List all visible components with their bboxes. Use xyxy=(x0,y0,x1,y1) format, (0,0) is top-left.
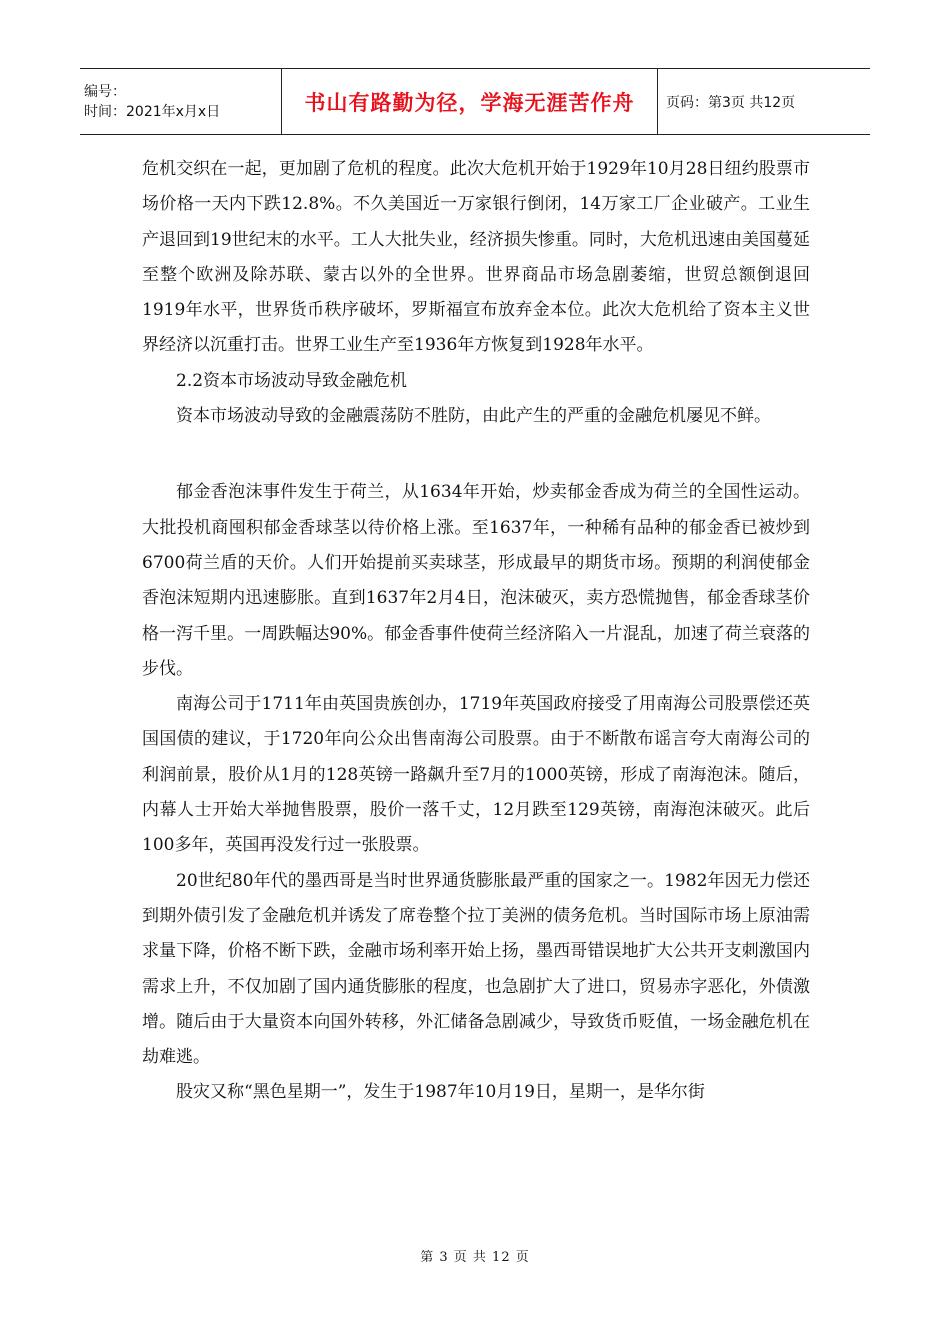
motto-text: 书山有路勤为径，学海无涯苦作舟 xyxy=(304,90,635,115)
number-label: 编号： xyxy=(84,83,126,100)
document-header xyxy=(80,68,870,135)
paragraph: 股灾又称“黑色星期一”，发生于1987年10月19日，星期一，是华尔街 xyxy=(176,1082,705,1103)
document-body xyxy=(142,152,810,1111)
header-page-cell xyxy=(658,69,870,134)
paragraph: 南海公司于1711年由英国贵族创办，1719年英国政府接受了用南海公司股票偿还英国国债的建议，于1720年向公众出售南海公司股票。由于不断散布谣言夸大南海公司的利润前景，股价从1月的128英镑一路飙升至7月的1000英镑，形成了南海泡沫。随后，内幕人士开始大举抛售股票，股价一落千丈，12月跌至129英镑，南海泡沫破灭。此后100多年，英国再没发行过一张股票。 xyxy=(142,694,810,856)
paragraph-gap xyxy=(142,434,810,475)
paragraph: 资本市场波动导致的金融震荡防不胜防，由此产生的严重的金融危机屡见不鲜。 xyxy=(176,406,771,427)
paragraph: 危机交织在一起，更加剧了危机的程度。此次大危机开始于1929年10月28日纽约股票市场价格一天内下跌12.8%。不久美国近一万家银行倒闭，14万家工厂企业破产。工业生产退回到19世纪末的水平。工人大批失业，经济损失惨重。同时，大危机迅速由美国蔓延至整个欧洲及除苏联、蒙古以外的全世界。世界商品市场急剧萎缩，世贸总额倒退回1919年水平，世界货币秩序破坏，罗斯福宣布放弃金本位。此次大危机给了资本主义世界经济以沉重打击。世界工业生产至1936年方恢复到1928年水平。 xyxy=(142,159,810,356)
page-footer: 第 3 页 共 12 页 xyxy=(420,1250,530,1265)
header-meta xyxy=(80,69,282,134)
page-label: 页码：第3页 共12页 xyxy=(666,94,796,111)
section-heading: 2.2资本市场波动导致金融危机 xyxy=(176,370,408,391)
time-label: 时间：2021年x月x日 xyxy=(84,103,221,120)
paragraph: 郁金香泡沫事件发生于荷兰，从1634年开始，炒卖郁金香成为荷兰的全国性运动。大批投机商囤积郁金香球茎以待价格上涨。至1637年，一种稀有品种的郁金香已被炒到6700荷兰盾的天价。人们开始提前买卖球茎，形成最早的期货市场。预期的利润使郁金香泡沫短期内迅速膨胀。直到1637年2月4日，泡沫破灭，卖方恐慌抛售，郁金香球茎价格一泻千里。一周跌幅达90%。郁金香事件使荷兰经济陷入一片混乱，加速了荷兰衰落的步伐。 xyxy=(142,482,810,679)
paragraph: 20世纪80年代的墨西哥是当时世界通货膨胀最严重的国家之一。1982年因无力偿还到期外债引发了金融危机并诱发了席卷整个拉丁美洲的债务危机。当时国际市场上原油需求量下降，价格不断下跌，金融市场利率开始上扬，墨西哥错误地扩大公共开支刺激国内需求上升，不仅加剧了国内通货膨胀的程度，也急剧扩大了进口，贸易赤字恶化，外债激增。随后由于大量资本向国外转移，外汇储备急剧减少，导致货币贬值，一场金融危机在劫难逃。 xyxy=(142,870,810,1068)
header-motto-cell xyxy=(282,69,658,134)
